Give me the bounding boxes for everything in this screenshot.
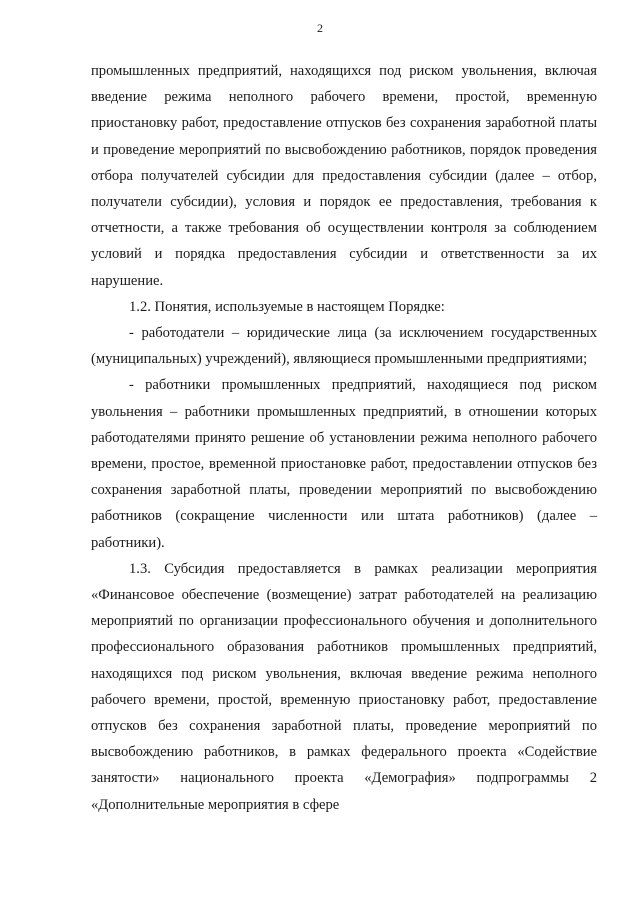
paragraph-definition-workers: - работники промышленных предприятий, находящиеся под риском увольнения – работники промышленных предприятий, в отношении которых работодателями принято решение об установлении режима неполного рабочего времени, простое, временной приостановке работ, предоставлении отпусков без сохранения заработной платы, проведении мероприятий по высвобождению работников (сокращение численности или штата работников) (далее – работники). [91, 377, 597, 551]
page-number: 2 [317, 21, 323, 35]
paragraph-section-1-3: 1.3. Субсидия предоставляется в рамках реализации мероприятия «Финансовое обеспечение (возмещение) затрат работодателей на реализацию мероприятий по организации профессионального обучения и дополнительного профессионального образования работников промышленных предприятий, находящихся под риском увольнения, включая введение режима неполного рабочего времени, простой, временную приостановку работ, предоставление отпусков без сохранения заработной платы, проведение мероприятий по высвобождению работников, в рамках федерального проекта «Содействие занятости» национального проекта «Демография» подпрограммы 2 «Дополнительные мероприятия в сфере [91, 560, 597, 813]
document-body [91, 58, 597, 818]
paragraph-continuation: промышленных предприятий, находящихся под риском увольнения, включая введение режима неполного рабочего времени, простой, временную приостановку работ, предоставление отпусков без сохранения заработной платы и проведение мероприятий по высвобождению работников, порядок проведения отбора получателей субсидии для предоставления субсидии (далее – отбор, получатели субсидии), условия и порядок ее предоставления, требования к отчетности, а также требования об осуществлении контроля за соблюдением условий и порядка предоставления субсидии и ответственности за их нарушение. [91, 63, 597, 289]
paragraph-definition-employers: - работодатели – юридические лица (за исключением государственных (муниципальных) учреждений), являющиеся промышленными предприятиями; [91, 325, 597, 368]
paragraph-section-1-2: 1.2. Понятия, используемые в настоящем Порядке: [129, 298, 445, 315]
